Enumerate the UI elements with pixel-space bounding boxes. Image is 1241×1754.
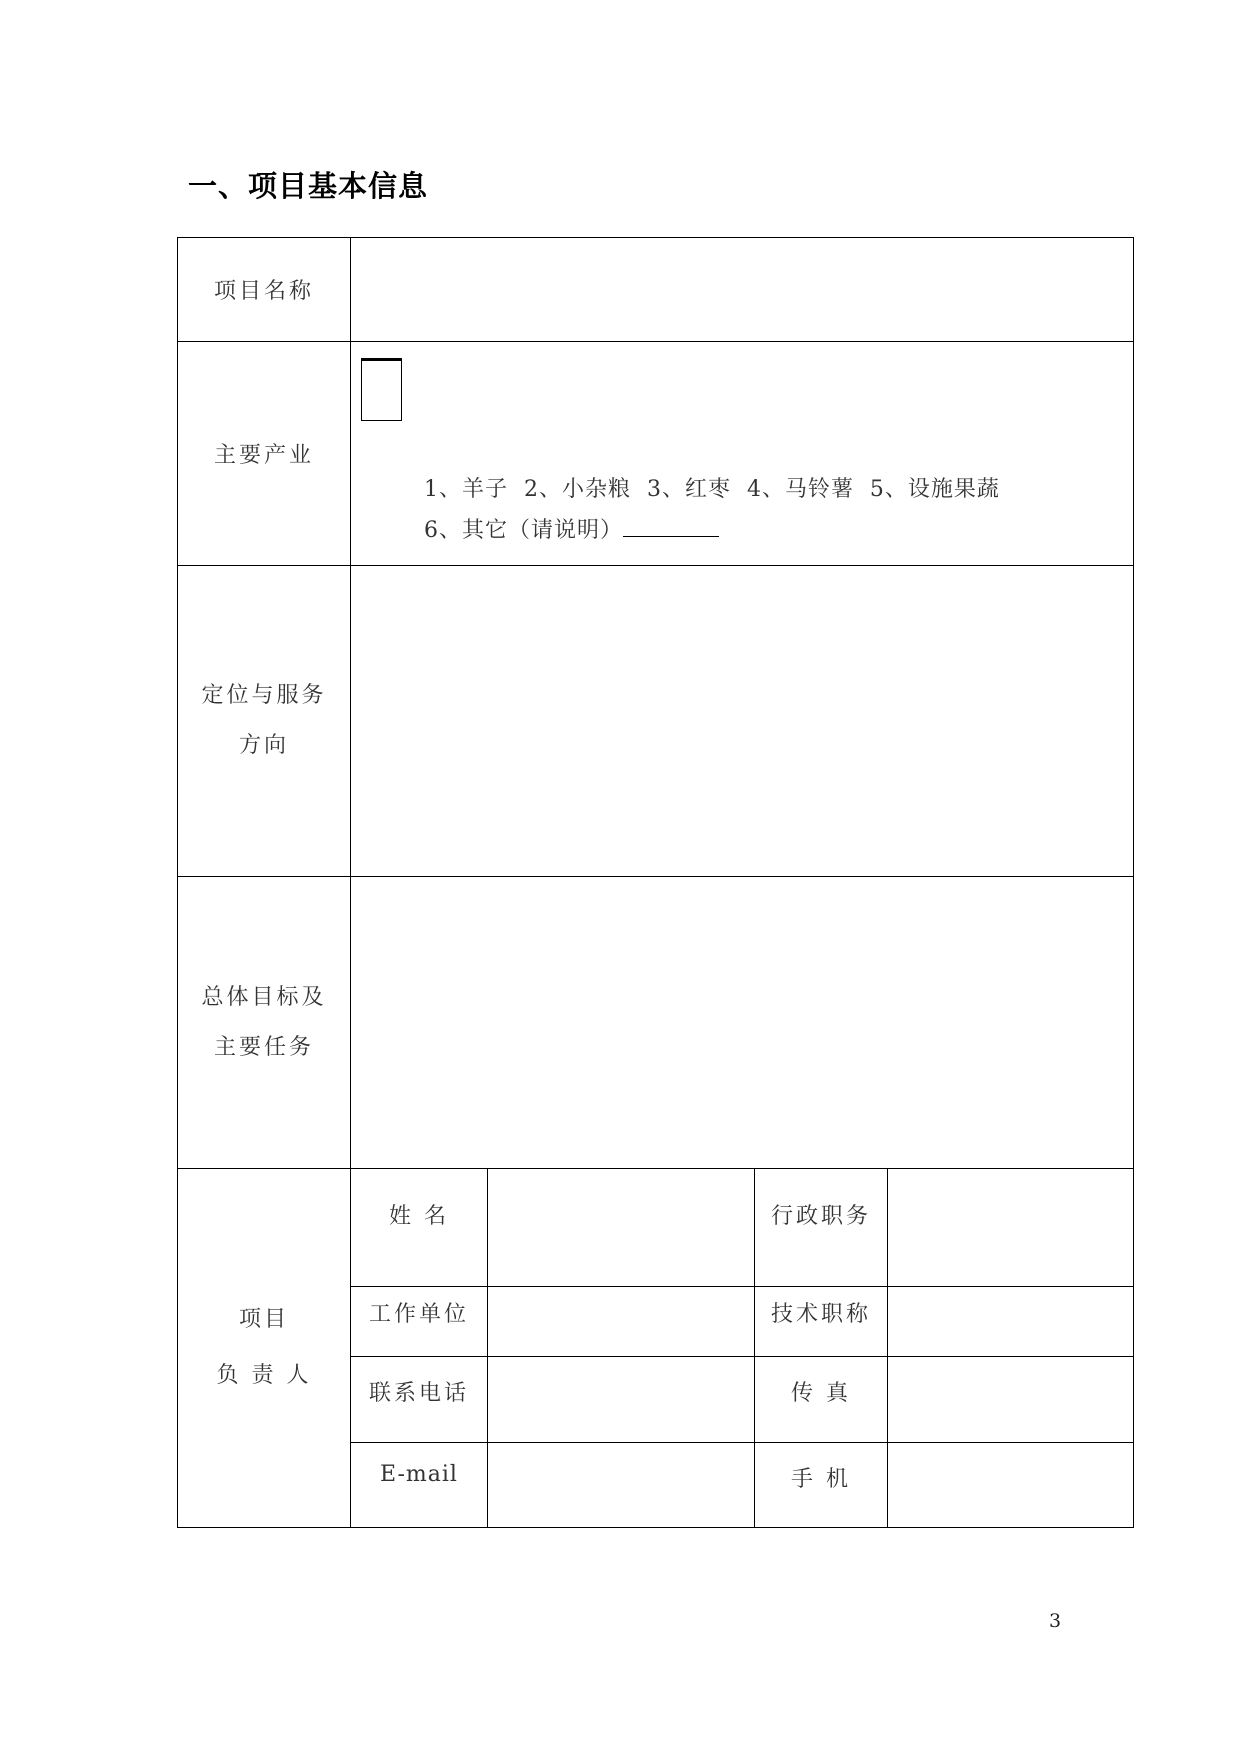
admin-title-field[interactable]	[888, 1169, 1134, 1287]
label-line: 负 责 人	[216, 1363, 312, 1388]
label-text: 项目名称	[213, 279, 314, 304]
goals-label	[178, 877, 351, 1169]
label-line: 主要任务	[213, 1034, 314, 1060]
label-line: 方向	[238, 733, 289, 758]
fax-field[interactable]	[888, 1357, 1134, 1443]
project-name-label	[178, 238, 351, 342]
name-field[interactable]	[488, 1169, 755, 1287]
phone-label: 联系电话	[351, 1357, 488, 1443]
label-text: 主要产业	[213, 443, 314, 468]
industry-options-line1: 1、羊子 2、小杂粮 3、红枣 4、马铃薯 5、设施果蔬	[424, 477, 1000, 502]
main-industry-label	[178, 342, 351, 566]
section-title: 一、项目基本信息	[188, 169, 429, 203]
label-line: 定位与服务	[201, 683, 327, 708]
goals-field[interactable]	[351, 877, 1134, 1169]
work-unit-label: 工作单位	[351, 1287, 488, 1357]
positioning-field[interactable]	[351, 566, 1134, 877]
email-field[interactable]	[488, 1443, 755, 1528]
other-blank-line[interactable]	[623, 510, 719, 537]
industry-checkbox[interactable]	[361, 358, 402, 421]
tech-title-label: 技术职称	[755, 1287, 888, 1357]
tech-title-field[interactable]	[888, 1287, 1134, 1357]
label-line: 项目	[238, 1307, 289, 1332]
mobile-field[interactable]	[888, 1443, 1134, 1528]
phone-field[interactable]	[488, 1357, 755, 1443]
positioning-label	[178, 566, 351, 877]
page-number: 3	[1049, 1610, 1062, 1632]
fax-label: 传 真	[755, 1357, 888, 1443]
email-label: E-mail	[351, 1443, 488, 1528]
industry-options-line2: 6、其它（请说明）	[424, 518, 623, 543]
project-name-field[interactable]	[351, 238, 1134, 342]
mobile-label: 手 机	[755, 1443, 888, 1528]
leader-label	[178, 1169, 351, 1528]
industry-options	[424, 470, 1000, 551]
admin-title-label: 行政职务	[755, 1169, 888, 1287]
name-label: 姓 名	[351, 1169, 488, 1287]
label-line: 总体目标及	[201, 984, 327, 1010]
work-unit-field[interactable]	[488, 1287, 755, 1357]
project-info-table	[177, 237, 1134, 1528]
